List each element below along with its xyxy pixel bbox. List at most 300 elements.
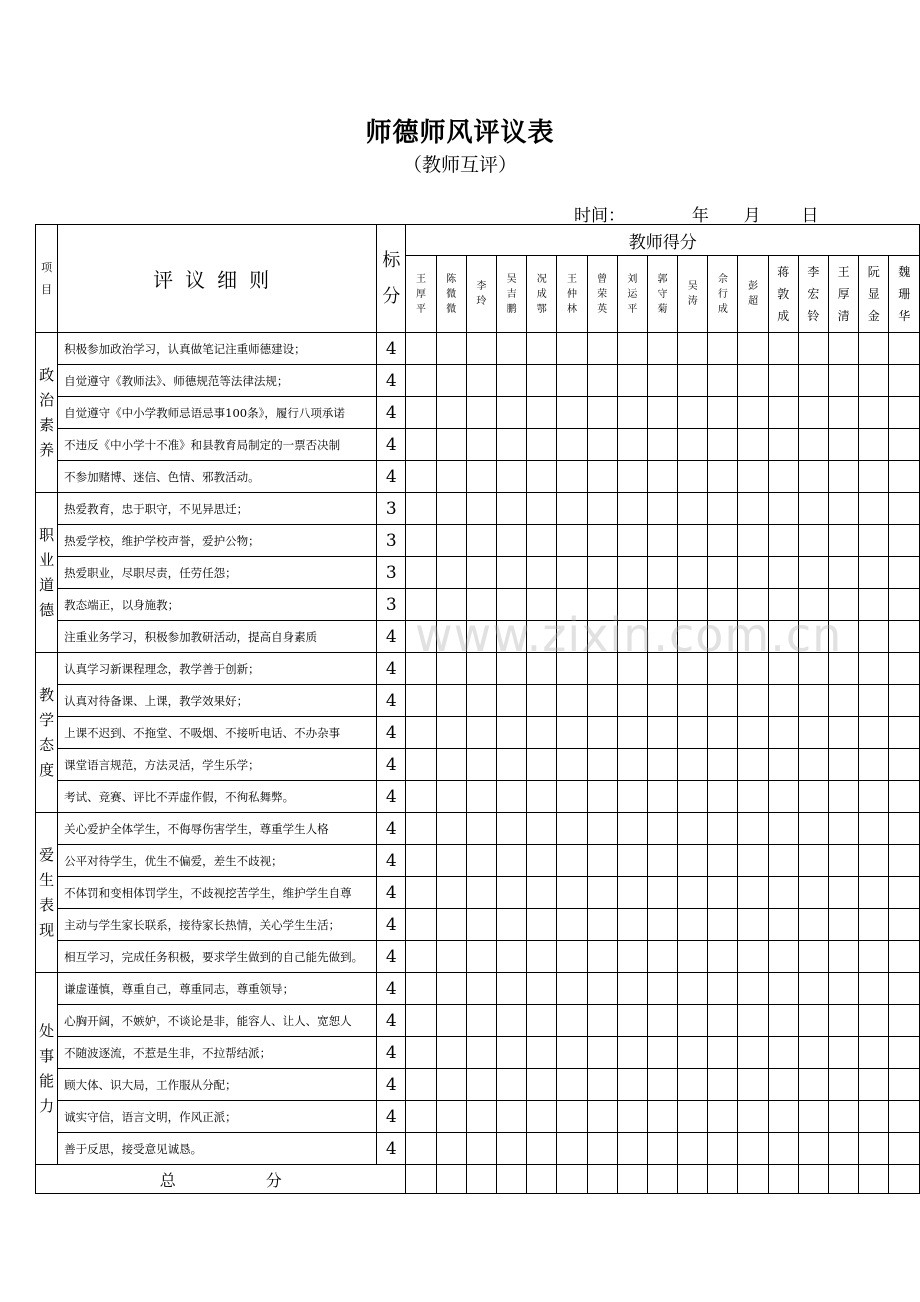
score-input-cell[interactable] <box>798 461 828 493</box>
score-input-cell[interactable] <box>829 1037 859 1069</box>
score-input-cell[interactable] <box>678 1101 708 1133</box>
score-input-cell[interactable] <box>466 877 496 909</box>
score-input-cell[interactable] <box>466 365 496 397</box>
score-input-cell[interactable] <box>678 1037 708 1069</box>
score-input-cell[interactable] <box>557 973 587 1005</box>
score-input-cell[interactable] <box>708 1037 738 1069</box>
score-input-cell[interactable] <box>466 781 496 813</box>
score-input-cell[interactable] <box>527 1005 557 1037</box>
score-input-cell[interactable] <box>406 429 436 461</box>
score-input-cell[interactable] <box>617 365 647 397</box>
score-input-cell[interactable] <box>678 333 708 365</box>
score-input-cell[interactable] <box>738 1101 768 1133</box>
score-input-cell[interactable] <box>829 1005 859 1037</box>
score-input-cell[interactable] <box>889 589 920 621</box>
score-input-cell[interactable] <box>496 1101 526 1133</box>
score-input-cell[interactable] <box>859 717 889 749</box>
score-input-cell[interactable] <box>889 877 920 909</box>
score-input-cell[interactable] <box>617 781 647 813</box>
score-input-cell[interactable] <box>466 1005 496 1037</box>
score-input-cell[interactable] <box>436 909 466 941</box>
score-input-cell[interactable] <box>678 1069 708 1101</box>
score-input-cell[interactable] <box>436 1005 466 1037</box>
score-input-cell[interactable] <box>738 397 768 429</box>
score-input-cell[interactable] <box>496 877 526 909</box>
score-input-cell[interactable] <box>798 973 828 1005</box>
score-input-cell[interactable] <box>647 717 677 749</box>
score-input-cell[interactable] <box>708 365 738 397</box>
score-input-cell[interactable] <box>557 493 587 525</box>
total-input-cell[interactable] <box>406 1165 436 1194</box>
score-input-cell[interactable] <box>557 589 587 621</box>
total-input-cell[interactable] <box>798 1165 828 1194</box>
score-input-cell[interactable] <box>738 653 768 685</box>
score-input-cell[interactable] <box>678 749 708 781</box>
score-input-cell[interactable] <box>617 397 647 429</box>
score-input-cell[interactable] <box>829 589 859 621</box>
score-input-cell[interactable] <box>466 493 496 525</box>
score-input-cell[interactable] <box>527 781 557 813</box>
score-input-cell[interactable] <box>617 525 647 557</box>
score-input-cell[interactable] <box>798 493 828 525</box>
score-input-cell[interactable] <box>798 717 828 749</box>
total-input-cell[interactable] <box>859 1165 889 1194</box>
score-input-cell[interactable] <box>738 1069 768 1101</box>
score-input-cell[interactable] <box>406 653 436 685</box>
total-input-cell[interactable] <box>678 1165 708 1194</box>
score-input-cell[interactable] <box>768 813 798 845</box>
score-input-cell[interactable] <box>406 1037 436 1069</box>
score-input-cell[interactable] <box>557 429 587 461</box>
score-input-cell[interactable] <box>708 621 738 653</box>
score-input-cell[interactable] <box>889 781 920 813</box>
score-input-cell[interactable] <box>527 685 557 717</box>
score-input-cell[interactable] <box>829 749 859 781</box>
score-input-cell[interactable] <box>889 1037 920 1069</box>
score-input-cell[interactable] <box>617 749 647 781</box>
score-input-cell[interactable] <box>647 781 677 813</box>
score-input-cell[interactable] <box>436 365 466 397</box>
score-input-cell[interactable] <box>678 1005 708 1037</box>
score-input-cell[interactable] <box>406 333 436 365</box>
score-input-cell[interactable] <box>889 557 920 589</box>
score-input-cell[interactable] <box>466 461 496 493</box>
total-input-cell[interactable] <box>496 1165 526 1194</box>
score-input-cell[interactable] <box>557 525 587 557</box>
score-input-cell[interactable] <box>406 781 436 813</box>
score-input-cell[interactable] <box>587 717 617 749</box>
score-input-cell[interactable] <box>436 1037 466 1069</box>
score-input-cell[interactable] <box>859 1037 889 1069</box>
score-input-cell[interactable] <box>647 877 677 909</box>
score-input-cell[interactable] <box>587 1069 617 1101</box>
score-input-cell[interactable] <box>617 1037 647 1069</box>
score-input-cell[interactable] <box>436 1133 466 1165</box>
score-input-cell[interactable] <box>768 1005 798 1037</box>
score-input-cell[interactable] <box>768 429 798 461</box>
score-input-cell[interactable] <box>647 749 677 781</box>
score-input-cell[interactable] <box>768 685 798 717</box>
score-input-cell[interactable] <box>859 749 889 781</box>
score-input-cell[interactable] <box>738 589 768 621</box>
total-input-cell[interactable] <box>436 1165 466 1194</box>
score-input-cell[interactable] <box>738 973 768 1005</box>
score-input-cell[interactable] <box>406 397 436 429</box>
score-input-cell[interactable] <box>859 813 889 845</box>
score-input-cell[interactable] <box>889 685 920 717</box>
score-input-cell[interactable] <box>496 909 526 941</box>
score-input-cell[interactable] <box>557 781 587 813</box>
score-input-cell[interactable] <box>617 653 647 685</box>
score-input-cell[interactable] <box>496 365 526 397</box>
score-input-cell[interactable] <box>406 365 436 397</box>
score-input-cell[interactable] <box>829 973 859 1005</box>
score-input-cell[interactable] <box>587 845 617 877</box>
score-input-cell[interactable] <box>466 1069 496 1101</box>
score-input-cell[interactable] <box>647 1069 677 1101</box>
score-input-cell[interactable] <box>587 941 617 973</box>
score-input-cell[interactable] <box>829 525 859 557</box>
score-input-cell[interactable] <box>406 909 436 941</box>
score-input-cell[interactable] <box>889 1069 920 1101</box>
score-input-cell[interactable] <box>738 1037 768 1069</box>
score-input-cell[interactable] <box>859 1101 889 1133</box>
score-input-cell[interactable] <box>436 397 466 429</box>
score-input-cell[interactable] <box>738 525 768 557</box>
score-input-cell[interactable] <box>557 1037 587 1069</box>
total-input-cell[interactable] <box>647 1165 677 1194</box>
score-input-cell[interactable] <box>647 557 677 589</box>
score-input-cell[interactable] <box>436 333 466 365</box>
score-input-cell[interactable] <box>738 333 768 365</box>
score-input-cell[interactable] <box>859 1069 889 1101</box>
score-input-cell[interactable] <box>708 717 738 749</box>
score-input-cell[interactable] <box>859 1133 889 1165</box>
score-input-cell[interactable] <box>527 1133 557 1165</box>
score-input-cell[interactable] <box>738 685 768 717</box>
score-input-cell[interactable] <box>708 813 738 845</box>
score-input-cell[interactable] <box>889 717 920 749</box>
score-input-cell[interactable] <box>527 557 557 589</box>
score-input-cell[interactable] <box>587 333 617 365</box>
score-input-cell[interactable] <box>587 749 617 781</box>
score-input-cell[interactable] <box>708 653 738 685</box>
score-input-cell[interactable] <box>889 845 920 877</box>
score-input-cell[interactable] <box>527 909 557 941</box>
score-input-cell[interactable] <box>496 813 526 845</box>
score-input-cell[interactable] <box>557 909 587 941</box>
score-input-cell[interactable] <box>527 429 557 461</box>
score-input-cell[interactable] <box>647 333 677 365</box>
total-input-cell[interactable] <box>466 1165 496 1194</box>
score-input-cell[interactable] <box>557 653 587 685</box>
score-input-cell[interactable] <box>406 461 436 493</box>
score-input-cell[interactable] <box>798 1101 828 1133</box>
score-input-cell[interactable] <box>406 557 436 589</box>
score-input-cell[interactable] <box>587 973 617 1005</box>
score-input-cell[interactable] <box>678 973 708 1005</box>
score-input-cell[interactable] <box>859 429 889 461</box>
score-input-cell[interactable] <box>678 653 708 685</box>
score-input-cell[interactable] <box>406 589 436 621</box>
score-input-cell[interactable] <box>466 525 496 557</box>
score-input-cell[interactable] <box>798 365 828 397</box>
score-input-cell[interactable] <box>768 589 798 621</box>
score-input-cell[interactable] <box>617 941 647 973</box>
total-input-cell[interactable] <box>708 1165 738 1194</box>
score-input-cell[interactable] <box>406 877 436 909</box>
score-input-cell[interactable] <box>829 877 859 909</box>
score-input-cell[interactable] <box>647 813 677 845</box>
score-input-cell[interactable] <box>889 1101 920 1133</box>
score-input-cell[interactable] <box>708 749 738 781</box>
score-input-cell[interactable] <box>496 973 526 1005</box>
score-input-cell[interactable] <box>527 845 557 877</box>
score-input-cell[interactable] <box>768 877 798 909</box>
score-input-cell[interactable] <box>859 685 889 717</box>
score-input-cell[interactable] <box>496 589 526 621</box>
score-input-cell[interactable] <box>829 653 859 685</box>
score-input-cell[interactable] <box>859 525 889 557</box>
score-input-cell[interactable] <box>436 941 466 973</box>
score-input-cell[interactable] <box>587 653 617 685</box>
score-input-cell[interactable] <box>798 429 828 461</box>
score-input-cell[interactable] <box>617 621 647 653</box>
score-input-cell[interactable] <box>496 1069 526 1101</box>
score-input-cell[interactable] <box>768 621 798 653</box>
score-input-cell[interactable] <box>527 973 557 1005</box>
score-input-cell[interactable] <box>436 589 466 621</box>
score-input-cell[interactable] <box>466 557 496 589</box>
score-input-cell[interactable] <box>738 1005 768 1037</box>
score-input-cell[interactable] <box>859 589 889 621</box>
score-input-cell[interactable] <box>708 557 738 589</box>
score-input-cell[interactable] <box>708 493 738 525</box>
score-input-cell[interactable] <box>708 525 738 557</box>
score-input-cell[interactable] <box>768 557 798 589</box>
score-input-cell[interactable] <box>587 685 617 717</box>
score-input-cell[interactable] <box>436 749 466 781</box>
score-input-cell[interactable] <box>647 1101 677 1133</box>
score-input-cell[interactable] <box>738 941 768 973</box>
score-input-cell[interactable] <box>708 1069 738 1101</box>
score-input-cell[interactable] <box>859 557 889 589</box>
score-input-cell[interactable] <box>496 685 526 717</box>
score-input-cell[interactable] <box>829 717 859 749</box>
score-input-cell[interactable] <box>647 397 677 429</box>
score-input-cell[interactable] <box>889 365 920 397</box>
total-input-cell[interactable] <box>738 1165 768 1194</box>
score-input-cell[interactable] <box>557 365 587 397</box>
score-input-cell[interactable] <box>406 1101 436 1133</box>
score-input-cell[interactable] <box>557 557 587 589</box>
total-input-cell[interactable] <box>889 1165 920 1194</box>
score-input-cell[interactable] <box>436 525 466 557</box>
score-input-cell[interactable] <box>466 589 496 621</box>
score-input-cell[interactable] <box>859 653 889 685</box>
score-input-cell[interactable] <box>466 973 496 1005</box>
score-input-cell[interactable] <box>829 1069 859 1101</box>
score-input-cell[interactable] <box>829 781 859 813</box>
score-input-cell[interactable] <box>557 1133 587 1165</box>
score-input-cell[interactable] <box>587 461 617 493</box>
score-input-cell[interactable] <box>829 557 859 589</box>
score-input-cell[interactable] <box>617 685 647 717</box>
score-input-cell[interactable] <box>406 717 436 749</box>
score-input-cell[interactable] <box>496 941 526 973</box>
score-input-cell[interactable] <box>708 781 738 813</box>
score-input-cell[interactable] <box>587 557 617 589</box>
score-input-cell[interactable] <box>798 1133 828 1165</box>
total-input-cell[interactable] <box>829 1165 859 1194</box>
score-input-cell[interactable] <box>678 877 708 909</box>
score-input-cell[interactable] <box>829 429 859 461</box>
score-input-cell[interactable] <box>829 685 859 717</box>
score-input-cell[interactable] <box>798 941 828 973</box>
score-input-cell[interactable] <box>889 1133 920 1165</box>
score-input-cell[interactable] <box>527 333 557 365</box>
score-input-cell[interactable] <box>768 781 798 813</box>
score-input-cell[interactable] <box>678 461 708 493</box>
score-input-cell[interactable] <box>496 781 526 813</box>
score-input-cell[interactable] <box>436 557 466 589</box>
score-input-cell[interactable] <box>798 1005 828 1037</box>
score-input-cell[interactable] <box>798 845 828 877</box>
score-input-cell[interactable] <box>768 461 798 493</box>
score-input-cell[interactable] <box>406 1133 436 1165</box>
score-input-cell[interactable] <box>647 973 677 1005</box>
score-input-cell[interactable] <box>406 685 436 717</box>
score-input-cell[interactable] <box>798 397 828 429</box>
score-input-cell[interactable] <box>617 973 647 1005</box>
score-input-cell[interactable] <box>527 365 557 397</box>
score-input-cell[interactable] <box>587 1005 617 1037</box>
score-input-cell[interactable] <box>527 525 557 557</box>
score-input-cell[interactable] <box>617 429 647 461</box>
score-input-cell[interactable] <box>557 461 587 493</box>
score-input-cell[interactable] <box>406 749 436 781</box>
score-input-cell[interactable] <box>557 877 587 909</box>
score-input-cell[interactable] <box>798 333 828 365</box>
score-input-cell[interactable] <box>587 909 617 941</box>
score-input-cell[interactable] <box>829 365 859 397</box>
score-input-cell[interactable] <box>527 813 557 845</box>
score-input-cell[interactable] <box>859 941 889 973</box>
score-input-cell[interactable] <box>466 941 496 973</box>
score-input-cell[interactable] <box>617 493 647 525</box>
score-input-cell[interactable] <box>496 1037 526 1069</box>
score-input-cell[interactable] <box>647 365 677 397</box>
score-input-cell[interactable] <box>678 493 708 525</box>
score-input-cell[interactable] <box>496 1133 526 1165</box>
score-input-cell[interactable] <box>738 429 768 461</box>
score-input-cell[interactable] <box>496 493 526 525</box>
score-input-cell[interactable] <box>708 1005 738 1037</box>
score-input-cell[interactable] <box>738 1133 768 1165</box>
score-input-cell[interactable] <box>406 525 436 557</box>
score-input-cell[interactable] <box>859 909 889 941</box>
score-input-cell[interactable] <box>859 621 889 653</box>
score-input-cell[interactable] <box>436 1069 466 1101</box>
score-input-cell[interactable] <box>587 813 617 845</box>
score-input-cell[interactable] <box>436 429 466 461</box>
score-input-cell[interactable] <box>587 1037 617 1069</box>
score-input-cell[interactable] <box>527 717 557 749</box>
score-input-cell[interactable] <box>527 877 557 909</box>
score-input-cell[interactable] <box>587 429 617 461</box>
score-input-cell[interactable] <box>889 429 920 461</box>
score-input-cell[interactable] <box>708 429 738 461</box>
score-input-cell[interactable] <box>708 589 738 621</box>
score-input-cell[interactable] <box>527 653 557 685</box>
score-input-cell[interactable] <box>738 461 768 493</box>
score-input-cell[interactable] <box>496 845 526 877</box>
score-input-cell[interactable] <box>738 749 768 781</box>
score-input-cell[interactable] <box>466 1037 496 1069</box>
score-input-cell[interactable] <box>829 461 859 493</box>
score-input-cell[interactable] <box>798 653 828 685</box>
score-input-cell[interactable] <box>617 813 647 845</box>
score-input-cell[interactable] <box>466 685 496 717</box>
score-input-cell[interactable] <box>889 749 920 781</box>
score-input-cell[interactable] <box>768 653 798 685</box>
score-input-cell[interactable] <box>738 557 768 589</box>
score-input-cell[interactable] <box>557 333 587 365</box>
score-input-cell[interactable] <box>768 1037 798 1069</box>
score-input-cell[interactable] <box>587 525 617 557</box>
score-input-cell[interactable] <box>647 493 677 525</box>
score-input-cell[interactable] <box>708 685 738 717</box>
score-input-cell[interactable] <box>829 845 859 877</box>
score-input-cell[interactable] <box>678 557 708 589</box>
score-input-cell[interactable] <box>829 1133 859 1165</box>
score-input-cell[interactable] <box>829 1101 859 1133</box>
score-input-cell[interactable] <box>406 1005 436 1037</box>
score-input-cell[interactable] <box>557 685 587 717</box>
score-input-cell[interactable] <box>617 557 647 589</box>
score-input-cell[interactable] <box>496 525 526 557</box>
score-input-cell[interactable] <box>557 621 587 653</box>
score-input-cell[interactable] <box>798 1069 828 1101</box>
score-input-cell[interactable] <box>617 717 647 749</box>
score-input-cell[interactable] <box>859 845 889 877</box>
score-input-cell[interactable] <box>738 493 768 525</box>
score-input-cell[interactable] <box>798 909 828 941</box>
score-input-cell[interactable] <box>678 365 708 397</box>
score-input-cell[interactable] <box>557 1069 587 1101</box>
score-input-cell[interactable] <box>647 653 677 685</box>
score-input-cell[interactable] <box>466 717 496 749</box>
score-input-cell[interactable] <box>798 813 828 845</box>
score-input-cell[interactable] <box>617 1133 647 1165</box>
score-input-cell[interactable] <box>617 1069 647 1101</box>
score-input-cell[interactable] <box>466 621 496 653</box>
score-input-cell[interactable] <box>496 333 526 365</box>
score-input-cell[interactable] <box>527 1101 557 1133</box>
score-input-cell[interactable] <box>557 941 587 973</box>
score-input-cell[interactable] <box>829 333 859 365</box>
score-input-cell[interactable] <box>647 909 677 941</box>
score-input-cell[interactable] <box>798 781 828 813</box>
score-input-cell[interactable] <box>829 493 859 525</box>
score-input-cell[interactable] <box>617 333 647 365</box>
score-input-cell[interactable] <box>617 1101 647 1133</box>
score-input-cell[interactable] <box>768 397 798 429</box>
score-input-cell[interactable] <box>527 461 557 493</box>
score-input-cell[interactable] <box>647 525 677 557</box>
total-input-cell[interactable] <box>557 1165 587 1194</box>
score-input-cell[interactable] <box>436 685 466 717</box>
